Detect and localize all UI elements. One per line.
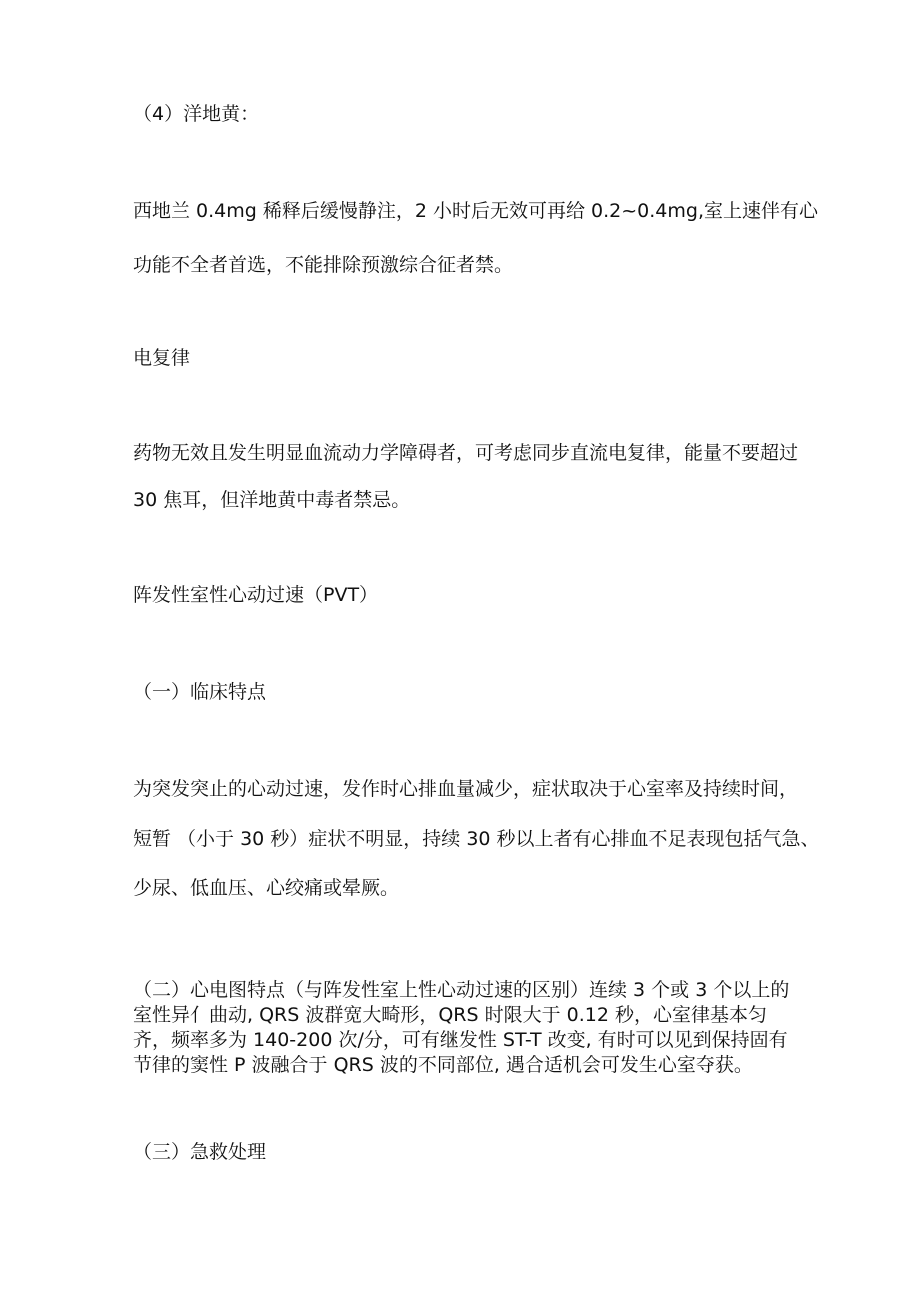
paragraph-line: 短暂 （小于 30 秒）症状不明显，持续 30 秒以上者有心排血不足表现包括气急、 (133, 828, 820, 850)
paragraph-line: 为突发突止的心动过速，发作时心排血量减少，症状取决于心室率及持续时间， (133, 778, 799, 800)
section-heading-pvt: 阵发性室性心动过速（PVT） (133, 584, 379, 606)
paragraph-line: 功能不全者首选，不能排除预激综合征者禁。 (133, 254, 514, 276)
section-heading-cardioversion: 电复律 (133, 347, 191, 369)
paragraph-line: 西地兰 0.4mg 稀释后缓慢静注，2 小时后无效可再给 0.2~0.4mg,室上速伴有心 (133, 200, 818, 222)
paragraph-line: 少尿、低血压、心绞痛或晕厥。 (133, 877, 400, 899)
paragraph-line: 30 焦耳，但洋地黄中毒者禁忌。 (133, 489, 411, 511)
section-heading-digitalis: （4）洋地黄： (133, 103, 260, 125)
paragraph-line: 药物无效且发生明显血流动力学障碍者，可考虑同步直流电复律，能量不要超过 (133, 442, 799, 464)
ecg-paragraph: （二）心电图特点（与阵发性室上性心动过速的区别）连续 3 个或 3 个以上的室性异亻曲动, QRS 波群宽大畸形，QRS 时限大于 0.12 秒，心室律基本匀齐，频率多为 140-200 次/分，可有继发性 ST-T 改变, 有时可以见到保持固有节律的窦性 P 波融合于 QRS 波的不同部位, 遇合适机会可发生心室夺获。 (133, 979, 790, 1076)
section-heading-clinical: （一）临床特点 (133, 681, 267, 703)
section-heading-emergency: （三）急救处理 (133, 1141, 267, 1163)
